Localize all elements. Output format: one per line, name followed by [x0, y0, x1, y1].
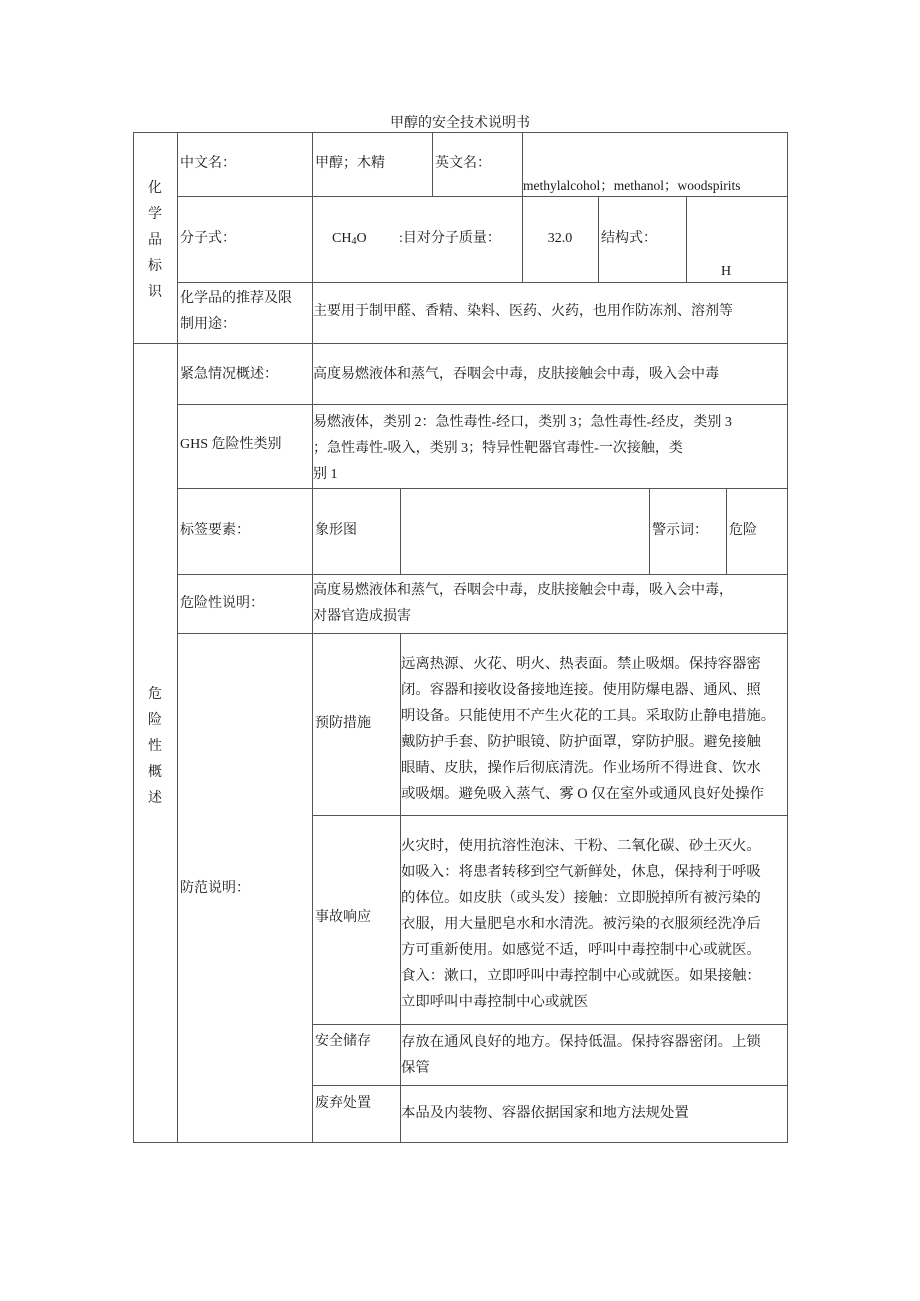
storage-value: 存放在通风良好的地方。保持低温。保持容器密闭。上锁 保管: [401, 1034, 761, 1076]
uses-value: 主要用于制甲醛、香精、染料、医药、火药，也用作防冻剂、溶剂等: [313, 304, 733, 319]
formula-value: $CH_4O$: [332, 231, 367, 247]
storage-label: 安全储存: [315, 1034, 371, 1049]
emergency-label: 紧急情况概述：: [180, 367, 278, 382]
prevention-value: 远离热源、火花、明火、热表面。禁止吸烟。保持容器密 闭。容器和接收设备接地连接。使用防爆电器、通风、照 明设备。只能使用不产生火花的工具。采取防止静电措施。 戴防护手套、防护眼镜、防护面罩，穿防护服。避免接触 眼睛、皮肤，操作后彻底清洗。作业场所不得进食、饮水 或吸烟。避免吸入蒸气、雾 O 仅在室外或通风良好处操作: [401, 656, 776, 802]
section-label-identity: 化 学 品 标 识: [148, 181, 162, 300]
signal-word-value: 危险: [729, 523, 757, 538]
hazard-statement-value: 高度易燃液体和蒸气，吞咽会中毒，皮肤接触会中毒，吸入会中毒， 对器官造成损害: [313, 583, 733, 624]
ghs-label: GHS 危险性类别: [180, 437, 282, 452]
response-value: 火灾时，使用抗溶性泡沫、干粉、二氧化碳、砂土灭火。 如吸入：将患者转移到空气新鲜处，休息，保持利于呼吸 的体位。如皮肤（或头发）接触：立即脱掉所有被污染的 衣服，用大量肥皂水和水清洗。被污染的衣服须经洗净后 方可重新使用。如感觉不适，呼叫中毒控制中心或就医。 食入：漱口，立即呼叫中毒控制中心或就医。如果接触： 立即呼叫中毒控制中心或就医: [401, 838, 761, 1010]
ghs-value: 易燃液体，类别 2：急性毒性-经口，类别 3；急性毒性-经皮，类别 3 ；急性毒性-吸入，类别 3；特异性靶器官毒性-一次接触，类 别 1: [313, 415, 732, 482]
hazard-statement-label: 危险性说明：: [180, 596, 264, 611]
english-name-label: 英文名：: [435, 156, 491, 171]
section-label-hazard: 危 险 性 概 述: [148, 687, 162, 806]
chinese-name-value: 甲醇；木精: [315, 156, 385, 171]
disposal-label: 废弃处置: [315, 1096, 371, 1111]
english-name-value: methylalcohol；methanol；woodspirits: [523, 178, 741, 193]
signal-word-label: 警示词：: [652, 523, 708, 538]
label-elements-label: 标签要素：: [180, 523, 250, 538]
precaution-label: 防范说明：: [180, 881, 250, 896]
structure-label: 结构式：: [601, 231, 657, 246]
structure-value: H: [721, 264, 732, 279]
pictogram-label: 象形图: [315, 523, 357, 538]
molecular-mass-value: 32.0: [547, 231, 573, 246]
chinese-name-label: 中文名：: [180, 156, 236, 171]
document-title: 甲醇的安全技术说明书: [390, 116, 530, 131]
pictogram-area: [401, 489, 649, 574]
molecular-mass-label: :目对分子质量：: [399, 231, 501, 246]
emergency-value: 高度易燃液体和蒸气，吞咽会中毒，皮肤接触会中毒，吸入会中毒: [313, 367, 719, 382]
disposal-value: 本品及内装物、容器依据国家和地方法规处置: [401, 1105, 689, 1121]
formula-label: 分子式：: [180, 231, 236, 246]
response-label: 事故响应: [315, 910, 371, 925]
uses-label: 化学品的推荐及限 制用途：: [180, 291, 292, 332]
prevention-label: 预防措施: [315, 716, 371, 731]
